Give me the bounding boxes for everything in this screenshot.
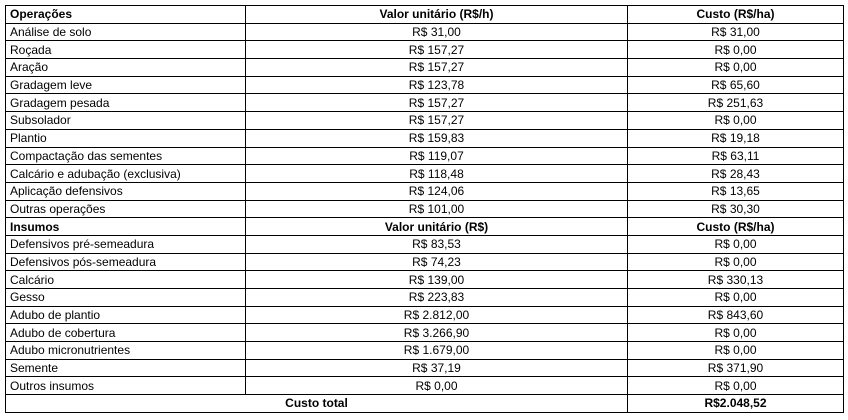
table-row: [6, 182, 844, 200]
unit-value: R$ 118,48: [246, 165, 628, 183]
cost-value: R$ 843,60: [628, 306, 844, 324]
table-row: [6, 76, 844, 94]
table-row: [6, 289, 844, 307]
item-name: Defensivos pré-semeadura: [6, 235, 246, 253]
insumos-unit-value-header: Valor unitário (R$): [246, 218, 628, 236]
unit-value: R$ 124,06: [246, 182, 628, 200]
cost-value: R$ 30,30: [628, 200, 844, 218]
item-name: Adubo de cobertura: [6, 324, 246, 342]
unit-value: R$ 83,53: [246, 235, 628, 253]
unit-value: R$ 157,27: [246, 41, 628, 59]
cost-value: R$ 0,00: [628, 235, 844, 253]
table-row: [6, 377, 844, 395]
table-row: [6, 342, 844, 360]
item-name: Subsolador: [6, 112, 246, 130]
cost-value: R$ 65,60: [628, 76, 844, 94]
total-value: R$2.048,52: [628, 395, 844, 413]
cost-value: R$ 0,00: [628, 324, 844, 342]
item-name: Adubo de plantio: [6, 306, 246, 324]
unit-value: R$ 157,27: [246, 112, 628, 130]
cost-value: R$ 330,13: [628, 271, 844, 289]
cost-value: R$ 0,00: [628, 41, 844, 59]
cost-value: R$ 13,65: [628, 182, 844, 200]
cost-value: R$ 63,11: [628, 147, 844, 165]
item-name: Calcário: [6, 271, 246, 289]
table-row: [6, 271, 844, 289]
unit-value: R$ 0,00: [246, 377, 628, 395]
insumos-cost-header: Custo (R$/ha): [628, 218, 844, 236]
unit-value: R$ 139,00: [246, 271, 628, 289]
cost-value: R$ 0,00: [628, 377, 844, 395]
unit-value: R$ 74,23: [246, 253, 628, 271]
unit-value: R$ 157,27: [246, 94, 628, 112]
item-name: Outros insumos: [6, 377, 246, 395]
table-row: [6, 235, 844, 253]
unit-value: R$ 1.679,00: [246, 342, 628, 360]
table-row: [6, 359, 844, 377]
item-name: Defensivos pós-semeadura: [6, 253, 246, 271]
item-name: Aração: [6, 59, 246, 77]
item-name: Adubo micronutrientes: [6, 342, 246, 360]
table-row: [6, 165, 844, 183]
table-row: [6, 129, 844, 147]
cost-value: R$ 28,43: [628, 165, 844, 183]
unit-value: R$ 31,00: [246, 23, 628, 41]
unit-value: R$ 159,83: [246, 129, 628, 147]
table-row: [6, 200, 844, 218]
unit-value: R$ 157,27: [246, 59, 628, 77]
table-row: [6, 253, 844, 271]
cost-value: R$ 0,00: [628, 342, 844, 360]
insumos-header-row: [6, 218, 844, 236]
item-name: Plantio: [6, 129, 246, 147]
table-row: [6, 306, 844, 324]
item-name: Análise de solo: [6, 23, 246, 41]
item-name: Gesso: [6, 289, 246, 307]
total-label: Custo total: [6, 395, 628, 413]
item-name: Compactação das sementes: [6, 147, 246, 165]
cost-value: R$ 0,00: [628, 59, 844, 77]
table-row: [6, 23, 844, 41]
table-row: [6, 94, 844, 112]
item-name: Gradagem pesada: [6, 94, 246, 112]
cost-value: R$ 0,00: [628, 112, 844, 130]
unit-value: R$ 101,00: [246, 200, 628, 218]
operacoes-header: Operações: [6, 6, 246, 24]
item-name: Roçada: [6, 41, 246, 59]
insumos-header: Insumos: [6, 218, 246, 236]
table-row: [6, 112, 844, 130]
unit-value: R$ 223,83: [246, 289, 628, 307]
cost-value: R$ 251,63: [628, 94, 844, 112]
unit-value: R$ 123,78: [246, 76, 628, 94]
cost-value: R$ 0,00: [628, 289, 844, 307]
cost-table-body: [6, 6, 844, 413]
cost-value: R$ 0,00: [628, 253, 844, 271]
unit-value: R$ 3.266,90: [246, 324, 628, 342]
table-row: [6, 147, 844, 165]
table-row: [6, 41, 844, 59]
item-name: Calcário e adubação (exclusiva): [6, 165, 246, 183]
table-row: [6, 59, 844, 77]
operacoes-header-row: [6, 6, 844, 24]
operacoes-cost-header: Custo (R$/ha): [628, 6, 844, 24]
unit-value: R$ 119,07: [246, 147, 628, 165]
item-name: Outras operações: [6, 200, 246, 218]
unit-value: R$ 2.812,00: [246, 306, 628, 324]
item-name: Aplicação defensivos: [6, 182, 246, 200]
cost-value: R$ 31,00: [628, 23, 844, 41]
table-row: [6, 324, 844, 342]
item-name: Semente: [6, 359, 246, 377]
total-row: [6, 395, 844, 413]
operacoes-unit-value-header: Valor unitário (R$/h): [246, 6, 628, 24]
unit-value: R$ 37,19: [246, 359, 628, 377]
cost-value: R$ 19,18: [628, 129, 844, 147]
cost-table: [5, 5, 844, 413]
cost-value: R$ 371,90: [628, 359, 844, 377]
item-name: Gradagem leve: [6, 76, 246, 94]
